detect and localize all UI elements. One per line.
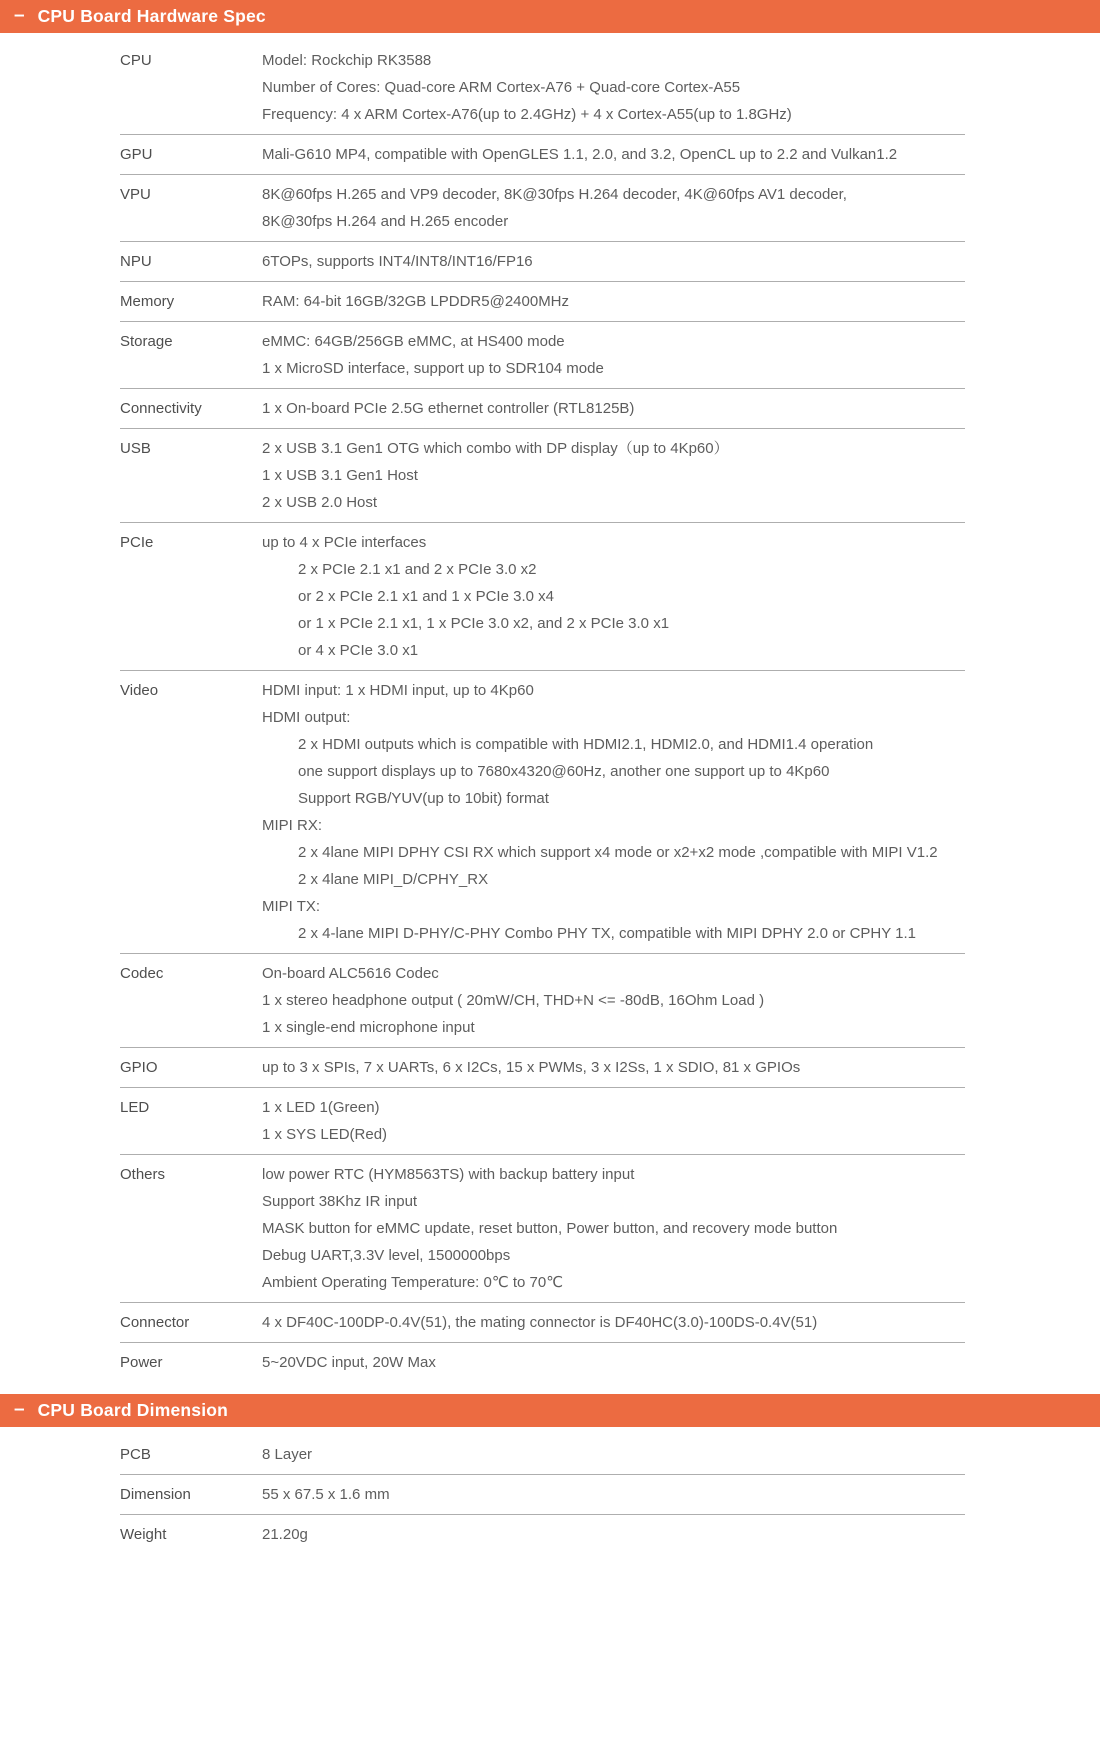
table-row [120, 953, 965, 1047]
spec-line: or 4 x PCIe 3.0 x1 [298, 642, 419, 659]
row-label: GPIO [120, 1059, 158, 1076]
row-values [262, 1094, 387, 1148]
spec-line: 1 x MicroSD interface, support up to SDR104 mode [262, 360, 604, 377]
spec-line: 1 x LED 1(Green) [262, 1099, 380, 1116]
table-row [120, 522, 965, 670]
row-label: Codec [120, 965, 164, 982]
spec-line: Support 38Khz IR input [262, 1193, 418, 1210]
spec-line: or 1 x PCIe 2.1 x1, 1 x PCIe 3.0 x2, and 2 x PCIe 3.0 x1 [298, 615, 670, 632]
row-label: CPU [120, 52, 152, 69]
row-values [262, 960, 764, 1041]
spec-line: 8K@30fps H.264 and H.265 encoder [262, 213, 509, 230]
table-row [120, 134, 965, 174]
spec-line: 2 x 4-lane MIPI D-PHY/C-PHY Combo PHY TX, compatible with MIPI DPHY 2.0 or CPHY 1.1 [298, 925, 917, 942]
spec-line: 2 x 4lane MIPI DPHY CSI RX which support x4 mode or x2+x2 mode ,compatible with MIPI V1.2 [298, 844, 938, 861]
row-values [262, 1349, 436, 1376]
table-row [120, 428, 965, 522]
table-row [120, 1087, 965, 1154]
row-values [262, 529, 669, 664]
row-label: Power [120, 1354, 163, 1371]
spec-section [0, 1394, 1100, 1554]
spec-line: 1 x USB 3.1 Gen1 Host [262, 467, 418, 484]
spec-line: up to 4 x PCIe interfaces [262, 534, 427, 551]
spec-line: low power RTC (HYM8563TS) with backup battery input [262, 1166, 635, 1183]
row-values [262, 1161, 837, 1296]
collapse-minus-icon[interactable]: – [14, 5, 25, 26]
spec-line: one support displays up to 7680x4320@60Hz, another one support up to 4Kp60 [298, 763, 830, 780]
spec-line: HDMI input: 1 x HDMI input, up to 4Kp60 [262, 682, 534, 699]
row-values [262, 435, 729, 516]
row-values [262, 677, 938, 947]
row-label: PCB [120, 1446, 151, 1463]
table-row [120, 1154, 965, 1302]
row-values [262, 1521, 308, 1548]
spec-line: HDMI output: [262, 709, 351, 726]
row-label: Dimension [120, 1486, 191, 1503]
spec-line: Frequency: 4 x ARM Cortex-A76(up to 2.4GHz) + 4 x Cortex-A55(up to 1.8GHz) [262, 106, 792, 123]
spec-line: 4 x DF40C-100DP-0.4V(51), the mating connector is DF40HC(3.0)-100DS-0.4V(51) [262, 1314, 818, 1331]
row-label: Weight [120, 1526, 167, 1543]
spec-line: MIPI RX: [262, 817, 323, 834]
row-values [262, 47, 792, 128]
row-values [262, 1441, 312, 1468]
row-label: Video [120, 682, 159, 699]
row-values [262, 1054, 800, 1081]
spec-line: MIPI TX: [262, 898, 321, 915]
row-values [262, 141, 897, 168]
table-row [120, 1514, 965, 1554]
table-row [120, 1435, 965, 1474]
row-values [262, 1481, 390, 1508]
row-values [262, 181, 847, 235]
section-title: CPU Board Hardware Spec [37, 6, 266, 26]
spec-line: 2 x 4lane MIPI_D/CPHY_RX [298, 871, 489, 888]
table-row [120, 1047, 965, 1087]
row-label: NPU [120, 253, 152, 270]
spec-line: 8K@60fps H.265 and VP9 decoder, 8K@30fps H.264 decoder, 4K@60fps AV1 decoder, [262, 186, 847, 203]
row-values [262, 248, 533, 275]
spec-line: 8 Layer [262, 1446, 313, 1463]
row-label: Others [120, 1166, 166, 1183]
spec-line: 55 x 67.5 x 1.6 mm [262, 1486, 390, 1503]
table-row [120, 388, 965, 428]
spec-table [120, 1427, 965, 1554]
table-row [120, 1342, 965, 1382]
row-label: Connectivity [120, 400, 202, 417]
row-label: VPU [120, 186, 151, 203]
spec-line: 21.20g [262, 1526, 308, 1543]
spec-line: Ambient Operating Temperature: 0℃ to 70℃ [262, 1274, 564, 1291]
spec-line: Mali-G610 MP4, compatible with OpenGLES 1.1, 2.0, and 3.2, OpenCL up to 2.2 and Vulkan1.2 [262, 146, 898, 163]
spec-line: eMMC: 64GB/256GB eMMC, at HS400 mode [262, 333, 565, 350]
table-row [120, 41, 965, 134]
spec-line: MASK button for eMMC update, reset button, Power button, and recovery mode button [262, 1220, 838, 1237]
row-values [262, 328, 604, 382]
row-values [262, 1309, 817, 1336]
spec-line: On-board ALC5616 Codec [262, 965, 439, 982]
spec-line: 6TOPs, supports INT4/INT8/INT16/FP16 [262, 253, 533, 270]
table-row [120, 670, 965, 953]
row-label: PCIe [120, 534, 154, 551]
section-header[interactable] [0, 0, 1100, 33]
spec-line: Debug UART,3.3V level, 1500000bps [262, 1247, 511, 1264]
row-label: Connector [120, 1314, 190, 1331]
spec-line: 1 x On-board PCIe 2.5G ethernet controller (RTL8125B) [262, 400, 635, 417]
spec-line: Model: Rockchip RK3588 [262, 52, 432, 69]
spec-line: Support RGB/YUV(up to 10bit) format [298, 790, 549, 807]
spec-line: 1 x SYS LED(Red) [262, 1126, 388, 1143]
row-label: Storage [120, 333, 173, 350]
row-label: LED [120, 1099, 150, 1116]
spec-line: 1 x single-end microphone input [262, 1019, 475, 1036]
row-label: GPU [120, 146, 153, 163]
spec-line: 2 x USB 3.1 Gen1 OTG which combo with DP display（up to 4Kp60） [262, 440, 729, 457]
table-row [120, 1474, 965, 1514]
row-values [262, 395, 634, 422]
table-row [120, 281, 965, 321]
spec-line: up to 3 x SPIs, 7 x UARTs, 6 x I2Cs, 15 x PWMs, 3 x I2Ss, 1 x SDIO, 81 x GPIOs [262, 1059, 801, 1076]
collapse-minus-icon[interactable]: – [14, 1399, 25, 1420]
section-header[interactable] [0, 1394, 1100, 1427]
section-title: CPU Board Dimension [37, 1400, 229, 1420]
spec-line: RAM: 64-bit 16GB/32GB LPDDR5@2400MHz [262, 293, 570, 310]
spec-line: 2 x PCIe 2.1 x1 and 2 x PCIe 3.0 x2 [298, 561, 537, 578]
spec-line: 1 x stereo headphone output ( 20mW/CH, THD+N <= -80dB, 16Ohm Load ) [262, 992, 765, 1009]
spec-line: 2 x USB 2.0 Host [262, 494, 378, 511]
row-label: Memory [120, 293, 175, 310]
spec-line: or 2 x PCIe 2.1 x1 and 1 x PCIe 3.0 x4 [298, 588, 554, 605]
row-values [262, 288, 569, 315]
spec-table [120, 33, 965, 1382]
row-label: USB [120, 440, 151, 457]
spec-line: 2 x HDMI outputs which is compatible with HDMI2.1, HDMI2.0, and HDMI1.4 operation [298, 736, 874, 753]
spec-line: Number of Cores: Quad-core ARM Cortex-A76 + Quad-core Cortex-A55 [262, 79, 741, 96]
table-row [120, 1302, 965, 1342]
table-row [120, 321, 965, 388]
table-row [120, 241, 965, 281]
table-row [120, 174, 965, 241]
spec-line: 5~20VDC input, 20W Max [262, 1354, 436, 1371]
